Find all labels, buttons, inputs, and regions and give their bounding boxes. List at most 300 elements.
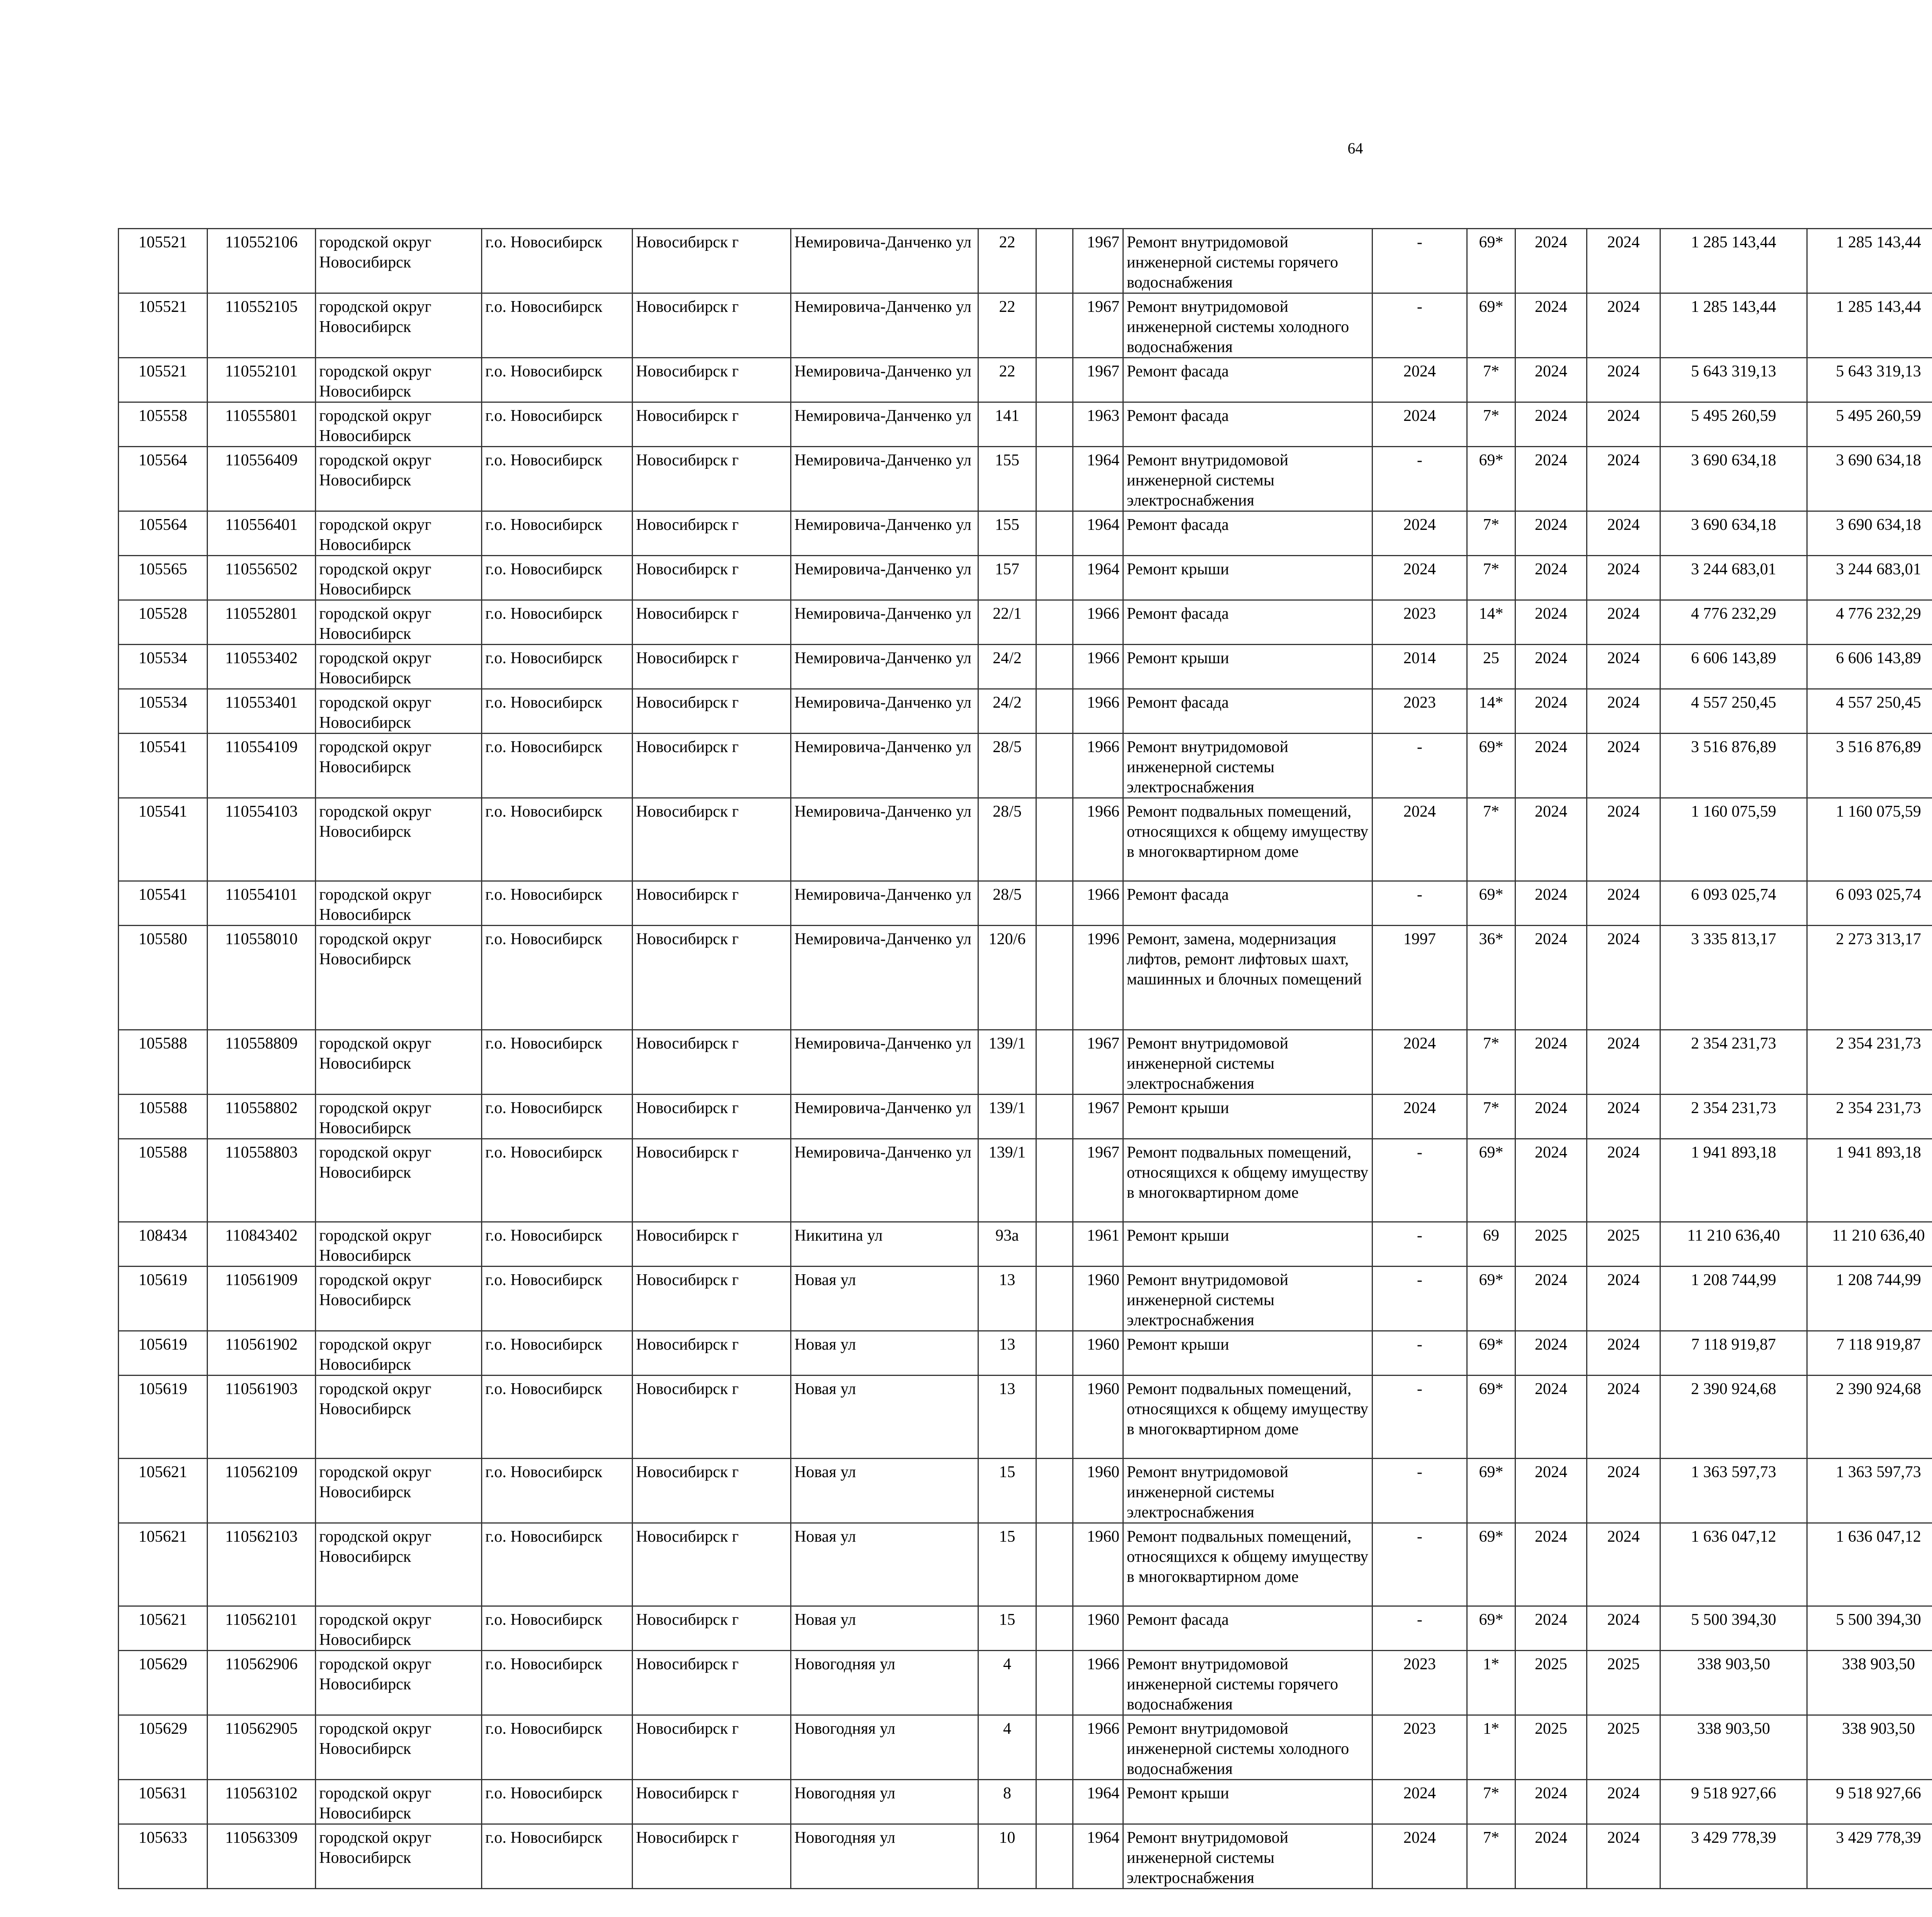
cell-house-extra bbox=[1036, 1780, 1073, 1824]
cell-total-cost: 1 363 597,73 bbox=[1660, 1459, 1807, 1523]
cell-locality: Новосибирск г bbox=[633, 645, 791, 689]
cell-plan-year-from: 2025 bbox=[1515, 1651, 1587, 1715]
cell-work-type: Ремонт, замена, модернизация лифтов, ремонт лифтовых шахт, машинных и блочных помещений bbox=[1123, 926, 1372, 1030]
cell-last-repair-year: 2024 bbox=[1372, 1030, 1467, 1095]
cell-house-number: 28/5 bbox=[978, 881, 1036, 926]
cell-work-type: Ремонт крыши bbox=[1123, 1331, 1372, 1376]
cell-municipality: городской округ Новосибирск bbox=[316, 1095, 482, 1139]
table-row bbox=[119, 1139, 1932, 1222]
cell-house-number: 22/1 bbox=[978, 600, 1036, 645]
cell-wear: 7* bbox=[1467, 402, 1515, 447]
cell-street: Новая ул bbox=[791, 1267, 978, 1331]
cell-record-id: 105619 bbox=[119, 1331, 207, 1376]
cell-house-number: 15 bbox=[978, 1606, 1036, 1651]
cell-locality: Новосибирск г bbox=[633, 734, 791, 798]
cell-record-id: 105565 bbox=[119, 556, 207, 600]
cell-wear: 7* bbox=[1467, 511, 1515, 556]
cell-plan-year-from: 2024 bbox=[1515, 1459, 1587, 1523]
cell-municipality: городской округ Новосибирск bbox=[316, 926, 482, 1030]
cell-total-cost: 3 429 778,39 bbox=[1660, 1824, 1807, 1889]
cell-work-code: 110558803 bbox=[207, 1139, 316, 1222]
cell-fund-cost: 3 516 876,89 bbox=[1807, 734, 1932, 798]
cell-record-id: 105521 bbox=[119, 229, 207, 293]
table-row bbox=[119, 1376, 1932, 1459]
cell-wear: 69* bbox=[1467, 1139, 1515, 1222]
cell-district: г.о. Новосибирск bbox=[482, 881, 633, 926]
cell-plan-year-to: 2024 bbox=[1587, 447, 1660, 511]
cell-street: Немировича-Данченко ул bbox=[791, 1139, 978, 1222]
cell-locality: Новосибирск г bbox=[633, 1222, 791, 1267]
cell-municipality: городской округ Новосибирск bbox=[316, 1780, 482, 1824]
cell-last-repair-year: - bbox=[1372, 447, 1467, 511]
cell-work-code: 110843402 bbox=[207, 1222, 316, 1267]
cell-last-repair-year: 1997 bbox=[1372, 926, 1467, 1030]
cell-wear: 69* bbox=[1467, 881, 1515, 926]
cell-record-id: 105521 bbox=[119, 358, 207, 402]
cell-record-id: 105629 bbox=[119, 1651, 207, 1715]
cell-plan-year-to: 2024 bbox=[1587, 1331, 1660, 1376]
cell-street: Новая ул bbox=[791, 1376, 978, 1459]
cell-plan-year-from: 2024 bbox=[1515, 1139, 1587, 1222]
cell-plan-year-from: 2024 bbox=[1515, 1376, 1587, 1459]
cell-work-type: Ремонт внутридомовой инженерной системы электроснабжения bbox=[1123, 1459, 1372, 1523]
cell-fund-cost: 3 690 634,18 bbox=[1807, 511, 1932, 556]
cell-locality: Новосибирск г bbox=[633, 600, 791, 645]
cell-district: г.о. Новосибирск bbox=[482, 926, 633, 1030]
cell-wear: 36* bbox=[1467, 926, 1515, 1030]
cell-municipality: городской округ Новосибирск bbox=[316, 600, 482, 645]
cell-fund-cost: 6 606 143,89 bbox=[1807, 645, 1932, 689]
cell-street: Немировича-Данченко ул bbox=[791, 293, 978, 358]
cell-work-code: 110561903 bbox=[207, 1376, 316, 1459]
cell-year-built: 1966 bbox=[1073, 881, 1123, 926]
cell-fund-cost: 2 354 231,73 bbox=[1807, 1095, 1932, 1139]
cell-house-extra bbox=[1036, 1331, 1073, 1376]
table-row bbox=[119, 1267, 1932, 1331]
cell-last-repair-year: - bbox=[1372, 229, 1467, 293]
cell-fund-cost: 3 690 634,18 bbox=[1807, 447, 1932, 511]
cell-municipality: городской округ Новосибирск bbox=[316, 556, 482, 600]
cell-last-repair-year: 2023 bbox=[1372, 689, 1467, 734]
cell-house-extra bbox=[1036, 1376, 1073, 1459]
cell-work-code: 110562109 bbox=[207, 1459, 316, 1523]
cell-total-cost: 6 606 143,89 bbox=[1660, 645, 1807, 689]
cell-house-number: 4 bbox=[978, 1715, 1036, 1780]
cell-last-repair-year: 2024 bbox=[1372, 1780, 1467, 1824]
cell-locality: Новосибирск г bbox=[633, 1095, 791, 1139]
cell-municipality: городской округ Новосибирск bbox=[316, 402, 482, 447]
cell-plan-year-to: 2024 bbox=[1587, 1824, 1660, 1889]
cell-year-built: 1960 bbox=[1073, 1459, 1123, 1523]
cell-house-number: 13 bbox=[978, 1331, 1036, 1376]
cell-district: г.о. Новосибирск bbox=[482, 1222, 633, 1267]
cell-municipality: городской округ Новосибирск bbox=[316, 1139, 482, 1222]
cell-house-extra bbox=[1036, 1459, 1073, 1523]
cell-year-built: 1960 bbox=[1073, 1331, 1123, 1376]
cell-street: Немировича-Данченко ул bbox=[791, 600, 978, 645]
cell-plan-year-from: 2024 bbox=[1515, 926, 1587, 1030]
cell-plan-year-from: 2024 bbox=[1515, 645, 1587, 689]
cell-fund-cost: 11 210 636,40 bbox=[1807, 1222, 1932, 1267]
page-number: 64 bbox=[1347, 140, 1363, 157]
table-row bbox=[119, 1331, 1932, 1376]
cell-last-repair-year: - bbox=[1372, 1459, 1467, 1523]
cell-plan-year-to: 2024 bbox=[1587, 689, 1660, 734]
cell-plan-year-to: 2025 bbox=[1587, 1715, 1660, 1780]
cell-locality: Новосибирск г bbox=[633, 1459, 791, 1523]
cell-record-id: 105619 bbox=[119, 1376, 207, 1459]
cell-record-id: 105564 bbox=[119, 447, 207, 511]
cell-wear: 14* bbox=[1467, 600, 1515, 645]
cell-plan-year-from: 2024 bbox=[1515, 1606, 1587, 1651]
cell-house-extra bbox=[1036, 229, 1073, 293]
cell-work-type: Ремонт внутридомовой инженерной системы электроснабжения bbox=[1123, 1030, 1372, 1095]
cell-district: г.о. Новосибирск bbox=[482, 511, 633, 556]
cell-district: г.о. Новосибирск bbox=[482, 645, 633, 689]
cell-total-cost: 5 643 319,13 bbox=[1660, 358, 1807, 402]
cell-total-cost: 11 210 636,40 bbox=[1660, 1222, 1807, 1267]
cell-fund-cost: 2 390 924,68 bbox=[1807, 1376, 1932, 1459]
cell-total-cost: 3 690 634,18 bbox=[1660, 511, 1807, 556]
cell-house-number: 15 bbox=[978, 1523, 1036, 1606]
cell-plan-year-from: 2024 bbox=[1515, 402, 1587, 447]
cell-district: г.о. Новосибирск bbox=[482, 1824, 633, 1889]
cell-house-extra bbox=[1036, 1095, 1073, 1139]
cell-plan-year-from: 2024 bbox=[1515, 881, 1587, 926]
cell-work-type: Ремонт крыши bbox=[1123, 1780, 1372, 1824]
cell-total-cost: 1 285 143,44 bbox=[1660, 229, 1807, 293]
cell-plan-year-to: 2024 bbox=[1587, 734, 1660, 798]
cell-plan-year-to: 2024 bbox=[1587, 798, 1660, 881]
cell-year-built: 1967 bbox=[1073, 1095, 1123, 1139]
cell-house-extra bbox=[1036, 1651, 1073, 1715]
cell-work-type: Ремонт крыши bbox=[1123, 556, 1372, 600]
cell-last-repair-year: 2024 bbox=[1372, 1824, 1467, 1889]
cell-street: Немировича-Данченко ул bbox=[791, 556, 978, 600]
cell-house-extra bbox=[1036, 447, 1073, 511]
cell-house-number: 24/2 bbox=[978, 645, 1036, 689]
cell-district: г.о. Новосибирск bbox=[482, 1139, 633, 1222]
cell-fund-cost: 1 285 143,44 bbox=[1807, 229, 1932, 293]
cell-year-built: 1966 bbox=[1073, 798, 1123, 881]
cell-work-type: Ремонт подвальных помещений, относящихся к общему имуществу в многоквартирном доме bbox=[1123, 1523, 1372, 1606]
cell-locality: Новосибирск г bbox=[633, 926, 791, 1030]
cell-total-cost: 1 160 075,59 bbox=[1660, 798, 1807, 881]
cell-house-extra bbox=[1036, 645, 1073, 689]
cell-municipality: городской округ Новосибирск bbox=[316, 447, 482, 511]
cell-municipality: городской округ Новосибирск bbox=[316, 1459, 482, 1523]
cell-work-type: Ремонт внутридомовой инженерной системы холодного водоснабжения bbox=[1123, 293, 1372, 358]
cell-fund-cost: 7 118 919,87 bbox=[1807, 1331, 1932, 1376]
cell-fund-cost: 1 941 893,18 bbox=[1807, 1139, 1932, 1222]
cell-locality: Новосибирск г bbox=[633, 1651, 791, 1715]
cell-plan-year-to: 2025 bbox=[1587, 1651, 1660, 1715]
cell-house-extra bbox=[1036, 1523, 1073, 1606]
cell-municipality: городской округ Новосибирск bbox=[316, 1030, 482, 1095]
cell-plan-year-from: 2024 bbox=[1515, 293, 1587, 358]
cell-municipality: городской округ Новосибирск bbox=[316, 1376, 482, 1459]
table-row bbox=[119, 229, 1932, 293]
cell-work-type: Ремонт внутридомовой инженерной системы электроснабжения bbox=[1123, 1267, 1372, 1331]
cell-last-repair-year: 2024 bbox=[1372, 511, 1467, 556]
cell-last-repair-year: 2024 bbox=[1372, 798, 1467, 881]
cell-work-code: 110562906 bbox=[207, 1651, 316, 1715]
cell-work-type: Ремонт внутридомовой инженерной системы горячего водоснабжения bbox=[1123, 229, 1372, 293]
cell-work-type: Ремонт фасада bbox=[1123, 689, 1372, 734]
cell-work-type: Ремонт внутридомовой инженерной системы горячего водоснабжения bbox=[1123, 1651, 1372, 1715]
cell-plan-year-from: 2024 bbox=[1515, 734, 1587, 798]
cell-district: г.о. Новосибирск bbox=[482, 556, 633, 600]
cell-year-built: 1960 bbox=[1073, 1606, 1123, 1651]
cell-last-repair-year: - bbox=[1372, 1222, 1467, 1267]
cell-plan-year-from: 2024 bbox=[1515, 689, 1587, 734]
table-row bbox=[119, 734, 1932, 798]
cell-work-type: Ремонт фасада bbox=[1123, 402, 1372, 447]
cell-locality: Новосибирск г bbox=[633, 1139, 791, 1222]
cell-plan-year-from: 2025 bbox=[1515, 1715, 1587, 1780]
cell-street: Немировича-Данченко ул bbox=[791, 447, 978, 511]
cell-house-number: 8 bbox=[978, 1780, 1036, 1824]
cell-locality: Новосибирск г bbox=[633, 1331, 791, 1376]
cell-house-number: 93а bbox=[978, 1222, 1036, 1267]
cell-last-repair-year: 2023 bbox=[1372, 1715, 1467, 1780]
cell-last-repair-year: - bbox=[1372, 1139, 1467, 1222]
cell-plan-year-to: 2024 bbox=[1587, 1095, 1660, 1139]
cell-district: г.о. Новосибирск bbox=[482, 1267, 633, 1331]
cell-total-cost: 7 118 919,87 bbox=[1660, 1331, 1807, 1376]
cell-year-built: 1966 bbox=[1073, 1715, 1123, 1780]
table-row bbox=[119, 1780, 1932, 1824]
cell-last-repair-year: - bbox=[1372, 881, 1467, 926]
cell-locality: Новосибирск г bbox=[633, 689, 791, 734]
table-row bbox=[119, 511, 1932, 556]
cell-fund-cost: 3 429 778,39 bbox=[1807, 1824, 1932, 1889]
cell-municipality: городской округ Новосибирск bbox=[316, 1651, 482, 1715]
cell-locality: Новосибирск г bbox=[633, 881, 791, 926]
cell-last-repair-year: 2024 bbox=[1372, 358, 1467, 402]
cell-plan-year-to: 2024 bbox=[1587, 229, 1660, 293]
cell-municipality: городской округ Новосибирск bbox=[316, 293, 482, 358]
cell-plan-year-to: 2024 bbox=[1587, 1606, 1660, 1651]
cell-municipality: городской округ Новосибирск bbox=[316, 358, 482, 402]
cell-plan-year-to: 2024 bbox=[1587, 402, 1660, 447]
cell-total-cost: 5 495 260,59 bbox=[1660, 402, 1807, 447]
cell-locality: Новосибирск г bbox=[633, 556, 791, 600]
cell-house-number: 22 bbox=[978, 293, 1036, 358]
cell-wear: 69 bbox=[1467, 1222, 1515, 1267]
cell-house-extra bbox=[1036, 511, 1073, 556]
cell-house-number: 10 bbox=[978, 1824, 1036, 1889]
cell-record-id: 105534 bbox=[119, 689, 207, 734]
cell-plan-year-from: 2024 bbox=[1515, 1523, 1587, 1606]
cell-district: г.о. Новосибирск bbox=[482, 1651, 633, 1715]
cell-wear: 69* bbox=[1467, 293, 1515, 358]
cell-house-number: 28/5 bbox=[978, 734, 1036, 798]
table-row bbox=[119, 1459, 1932, 1523]
cell-wear: 69* bbox=[1467, 1331, 1515, 1376]
cell-work-type: Ремонт подвальных помещений, относящихся к общему имуществу в многоквартирном доме bbox=[1123, 798, 1372, 881]
cell-record-id: 105528 bbox=[119, 600, 207, 645]
cell-municipality: городской округ Новосибирск bbox=[316, 1523, 482, 1606]
cell-municipality: городской округ Новосибирск bbox=[316, 689, 482, 734]
cell-work-code: 110562905 bbox=[207, 1715, 316, 1780]
cell-house-extra bbox=[1036, 1606, 1073, 1651]
cell-street: Немировича-Данченко ул bbox=[791, 645, 978, 689]
cell-street: Новогодняя ул bbox=[791, 1780, 978, 1824]
cell-work-code: 110555801 bbox=[207, 402, 316, 447]
cell-district: г.о. Новосибирск bbox=[482, 600, 633, 645]
cell-municipality: городской округ Новосибирск bbox=[316, 734, 482, 798]
cell-work-type: Ремонт внутридомовой инженерной системы электроснабжения bbox=[1123, 1824, 1372, 1889]
cell-fund-cost: 3 244 683,01 bbox=[1807, 556, 1932, 600]
table-row bbox=[119, 1030, 1932, 1095]
cell-total-cost: 2 390 924,68 bbox=[1660, 1376, 1807, 1459]
cell-plan-year-from: 2024 bbox=[1515, 447, 1587, 511]
cell-fund-cost: 338 903,50 bbox=[1807, 1651, 1932, 1715]
cell-plan-year-from: 2024 bbox=[1515, 1331, 1587, 1376]
cell-house-number: 22 bbox=[978, 358, 1036, 402]
cell-plan-year-from: 2024 bbox=[1515, 358, 1587, 402]
table-row bbox=[119, 358, 1932, 402]
cell-house-number: 155 bbox=[978, 447, 1036, 511]
cell-wear: 69* bbox=[1467, 229, 1515, 293]
cell-record-id: 105588 bbox=[119, 1030, 207, 1095]
cell-record-id: 108434 bbox=[119, 1222, 207, 1267]
cell-year-built: 1960 bbox=[1073, 1523, 1123, 1606]
cell-district: г.о. Новосибирск bbox=[482, 1376, 633, 1459]
cell-total-cost: 9 518 927,66 bbox=[1660, 1780, 1807, 1824]
cell-house-number: 22 bbox=[978, 229, 1036, 293]
cell-house-number: 24/2 bbox=[978, 689, 1036, 734]
cell-fund-cost: 1 636 047,12 bbox=[1807, 1523, 1932, 1606]
cell-total-cost: 5 500 394,30 bbox=[1660, 1606, 1807, 1651]
cell-year-built: 1966 bbox=[1073, 600, 1123, 645]
cell-fund-cost: 1 208 744,99 bbox=[1807, 1267, 1932, 1331]
cell-fund-cost: 4 776 232,29 bbox=[1807, 600, 1932, 645]
cell-municipality: городской округ Новосибирск bbox=[316, 645, 482, 689]
cell-plan-year-to: 2024 bbox=[1587, 881, 1660, 926]
cell-street: Немировича-Данченко ул bbox=[791, 881, 978, 926]
cell-plan-year-to: 2024 bbox=[1587, 926, 1660, 1030]
cell-work-code: 110562101 bbox=[207, 1606, 316, 1651]
cell-house-extra bbox=[1036, 1824, 1073, 1889]
cell-street: Новая ул bbox=[791, 1459, 978, 1523]
cell-year-built: 1964 bbox=[1073, 447, 1123, 511]
cell-street: Немировича-Данченко ул bbox=[791, 798, 978, 881]
cell-last-repair-year: - bbox=[1372, 1331, 1467, 1376]
cell-plan-year-to: 2024 bbox=[1587, 645, 1660, 689]
table-row bbox=[119, 1523, 1932, 1606]
cell-plan-year-to: 2024 bbox=[1587, 1523, 1660, 1606]
cell-house-number: 13 bbox=[978, 1267, 1036, 1331]
cell-record-id: 105629 bbox=[119, 1715, 207, 1780]
cell-district: г.о. Новосибирск bbox=[482, 293, 633, 358]
cell-district: г.о. Новосибирск bbox=[482, 1523, 633, 1606]
cell-street: Немировича-Данченко ул bbox=[791, 1095, 978, 1139]
cell-work-code: 110558809 bbox=[207, 1030, 316, 1095]
table-row bbox=[119, 689, 1932, 734]
cell-fund-cost: 9 518 927,66 bbox=[1807, 1780, 1932, 1824]
cell-house-extra bbox=[1036, 926, 1073, 1030]
cell-last-repair-year: 2014 bbox=[1372, 645, 1467, 689]
cell-plan-year-from: 2024 bbox=[1515, 556, 1587, 600]
cell-work-code: 110553401 bbox=[207, 689, 316, 734]
cell-municipality: городской округ Новосибирск bbox=[316, 798, 482, 881]
cell-street: Немировича-Данченко ул bbox=[791, 511, 978, 556]
cell-locality: Новосибирск г bbox=[633, 1606, 791, 1651]
cell-work-code: 110554109 bbox=[207, 734, 316, 798]
cell-work-type: Ремонт фасада bbox=[1123, 1606, 1372, 1651]
cell-record-id: 105534 bbox=[119, 645, 207, 689]
cell-house-number: 28/5 bbox=[978, 798, 1036, 881]
cell-street: Немировича-Данченко ул bbox=[791, 229, 978, 293]
cell-record-id: 105619 bbox=[119, 1267, 207, 1331]
cell-work-type: Ремонт фасада bbox=[1123, 881, 1372, 926]
cell-district: г.о. Новосибирск bbox=[482, 1715, 633, 1780]
cell-street: Немировича-Данченко ул bbox=[791, 1030, 978, 1095]
cell-plan-year-to: 2025 bbox=[1587, 1222, 1660, 1267]
cell-plan-year-from: 2025 bbox=[1515, 1222, 1587, 1267]
cell-last-repair-year: 2023 bbox=[1372, 1651, 1467, 1715]
cell-fund-cost: 1 160 075,59 bbox=[1807, 798, 1932, 881]
cell-record-id: 105541 bbox=[119, 798, 207, 881]
cell-work-code: 110554101 bbox=[207, 881, 316, 926]
cell-year-built: 1961 bbox=[1073, 1222, 1123, 1267]
cell-wear: 69* bbox=[1467, 447, 1515, 511]
cell-record-id: 105621 bbox=[119, 1523, 207, 1606]
cell-locality: Новосибирск г bbox=[633, 798, 791, 881]
cell-district: г.о. Новосибирск bbox=[482, 1095, 633, 1139]
cell-work-code: 110561902 bbox=[207, 1331, 316, 1376]
cell-district: г.о. Новосибирск bbox=[482, 734, 633, 798]
cell-locality: Новосибирск г bbox=[633, 1376, 791, 1459]
cell-record-id: 105541 bbox=[119, 881, 207, 926]
cell-district: г.о. Новосибирск bbox=[482, 1780, 633, 1824]
cell-plan-year-to: 2024 bbox=[1587, 1267, 1660, 1331]
cell-record-id: 105558 bbox=[119, 402, 207, 447]
cell-record-id: 105631 bbox=[119, 1780, 207, 1824]
cell-work-code: 110563102 bbox=[207, 1780, 316, 1824]
cell-municipality: городской округ Новосибирск bbox=[316, 511, 482, 556]
cell-municipality: городской округ Новосибирск bbox=[316, 881, 482, 926]
cell-street: Никитина ул bbox=[791, 1222, 978, 1267]
cell-record-id: 105621 bbox=[119, 1459, 207, 1523]
cell-house-number: 139/1 bbox=[978, 1139, 1036, 1222]
cell-fund-cost: 1 363 597,73 bbox=[1807, 1459, 1932, 1523]
cell-wear: 1* bbox=[1467, 1651, 1515, 1715]
cell-year-built: 1966 bbox=[1073, 734, 1123, 798]
cell-last-repair-year: - bbox=[1372, 1376, 1467, 1459]
cell-work-code: 110556401 bbox=[207, 511, 316, 556]
table-row bbox=[119, 645, 1932, 689]
cell-work-type: Ремонт внутридомовой инженерной системы электроснабжения bbox=[1123, 734, 1372, 798]
cell-street: Немировича-Данченко ул bbox=[791, 402, 978, 447]
cell-house-extra bbox=[1036, 881, 1073, 926]
cell-fund-cost: 4 557 250,45 bbox=[1807, 689, 1932, 734]
cell-plan-year-to: 2024 bbox=[1587, 600, 1660, 645]
cell-district: г.о. Новосибирск bbox=[482, 447, 633, 511]
cell-work-code: 110562103 bbox=[207, 1523, 316, 1606]
cell-house-number: 139/1 bbox=[978, 1030, 1036, 1095]
cell-total-cost: 3 690 634,18 bbox=[1660, 447, 1807, 511]
cell-work-code: 110552801 bbox=[207, 600, 316, 645]
cell-locality: Новосибирск г bbox=[633, 1780, 791, 1824]
cell-year-built: 1964 bbox=[1073, 511, 1123, 556]
cell-last-repair-year: - bbox=[1372, 293, 1467, 358]
cell-year-built: 1967 bbox=[1073, 358, 1123, 402]
cell-locality: Новосибирск г bbox=[633, 1523, 791, 1606]
cell-street: Новая ул bbox=[791, 1331, 978, 1376]
